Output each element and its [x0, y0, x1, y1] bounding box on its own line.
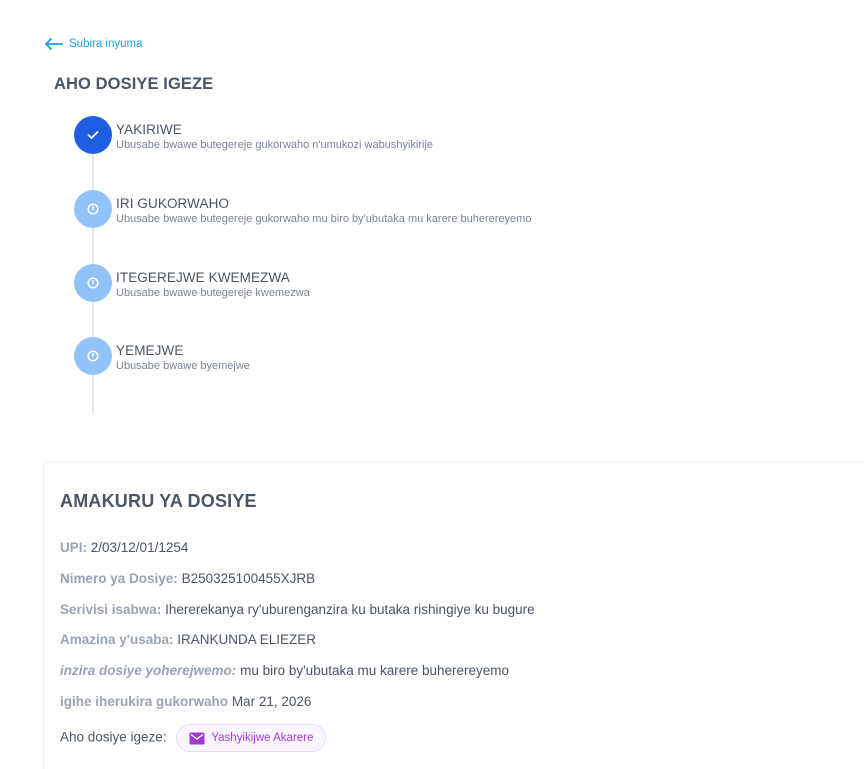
file-info-card — [43, 461, 864, 769]
clock-icon — [86, 276, 100, 290]
status-section-title: AHO DOSIYE IGEZE — [54, 75, 214, 93]
info-row-service — [60, 602, 535, 617]
step-title: YEMEJWE — [116, 343, 184, 358]
info-label: Amazina y'usaba: — [60, 632, 174, 647]
step-status-circle — [74, 116, 112, 154]
checkmark-icon — [86, 128, 100, 142]
info-row-file-number — [60, 571, 315, 586]
step-title: IRI GUKORWAHO — [116, 196, 230, 211]
info-label: igihe iherukira gukorwaho — [60, 694, 229, 709]
info-row-route — [60, 663, 509, 678]
step-description: Ubusabe bwawe butegereje kwemezwa — [116, 287, 310, 299]
status-label: Aho dosiye igeze: — [60, 729, 167, 745]
info-value: Mar 21, 2026 — [231, 694, 312, 709]
status-badge — [176, 724, 326, 752]
file-info-title: AMAKURU YA DOSIYE — [60, 491, 257, 511]
step-status-circle — [74, 264, 112, 302]
step-description: Ubusabe bwawe butegereje gukorwaho n'umukozi wabushyikirije — [116, 139, 434, 151]
info-label: UPI: — [60, 540, 87, 555]
mail-icon — [189, 732, 205, 745]
info-row-upi — [60, 540, 188, 555]
arrow-left-icon — [44, 38, 63, 50]
step-description: Ubusabe bwawe butegereje gukorwaho mu biro by'ubutaka mu karere buherereyemo — [116, 213, 532, 225]
step-status-circle — [74, 337, 112, 375]
info-value: Ihererekanya ry'uburenganzira ku butaka rishingiye ku bugure — [165, 602, 535, 617]
back-link[interactable] — [44, 38, 143, 50]
status-badge-label: Yashyikijwe Akarere — [211, 732, 314, 744]
clock-icon — [86, 349, 100, 363]
timeline-step-approved — [74, 337, 250, 375]
step-description: Ubusabe bwawe byemejwe — [116, 360, 250, 372]
info-label: inzira dosiye yoherejwemo: — [60, 663, 237, 678]
info-row-last-updated — [60, 694, 311, 709]
info-value: B250325100455XJRB — [181, 571, 316, 586]
step-title: ITEGEREJWE KWEMEZWA — [116, 270, 290, 285]
info-row-status — [60, 724, 326, 752]
step-title: YAKIRIWE — [116, 122, 182, 137]
info-value: mu biro by'ubutaka mu karere buherereyemo — [240, 663, 510, 678]
info-value: IRANKUNDA ELIEZER — [177, 632, 317, 647]
info-value: 2/03/12/01/1254 — [90, 540, 189, 555]
timeline-step-received — [74, 116, 433, 154]
status-timeline — [74, 116, 714, 416]
back-link-label: Subira inyuma — [69, 38, 143, 50]
info-row-applicant-name — [60, 632, 316, 647]
timeline-step-in-progress — [74, 190, 531, 228]
step-status-circle — [74, 190, 112, 228]
info-label: Nimero ya Dosiye: — [60, 571, 178, 586]
info-label: Serivisi isabwa: — [60, 602, 162, 617]
timeline-step-awaiting-approval — [74, 264, 310, 302]
clock-icon — [86, 202, 100, 216]
